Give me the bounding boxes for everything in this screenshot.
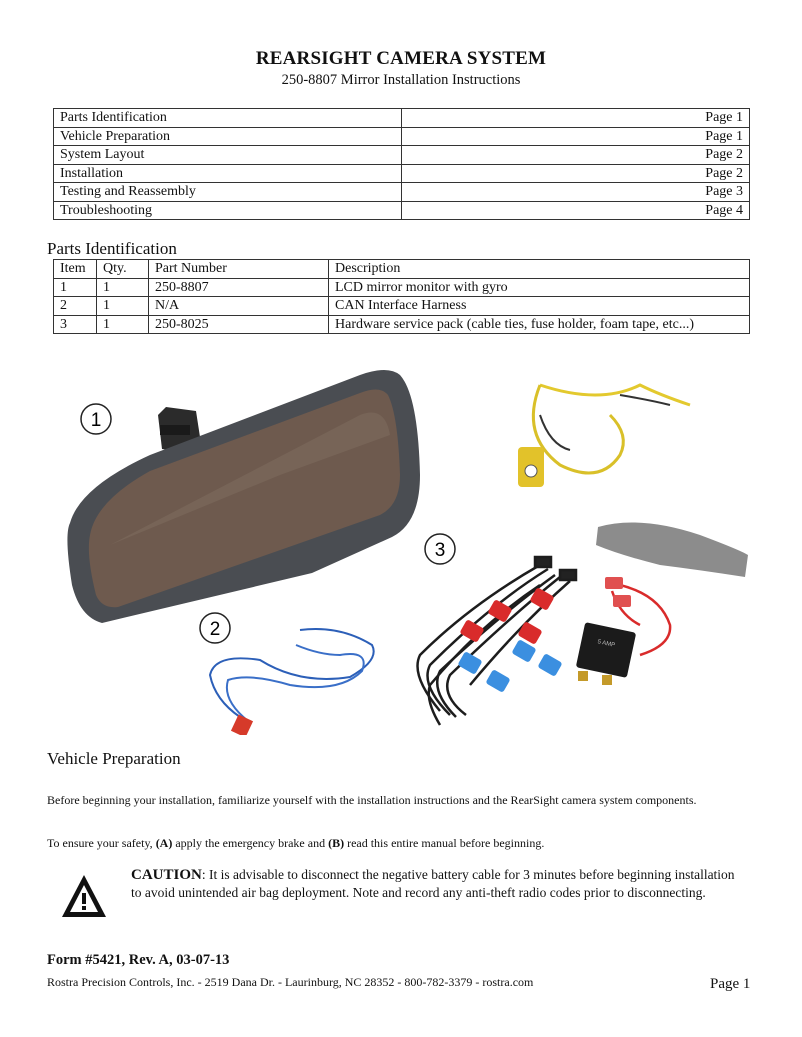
parts-cell: LCD mirror monitor with gyro (329, 278, 750, 297)
parts-cell: 250-8807 (149, 278, 329, 297)
toc-row (54, 127, 750, 146)
toc-row (54, 183, 750, 202)
toc-page: Page 3 (402, 183, 750, 202)
toc-page: Page 4 (402, 201, 750, 220)
parts-cell: 2 (54, 297, 97, 316)
table-row (54, 315, 750, 334)
cable-ties-illustration (418, 557, 577, 725)
can-harness-illustration (210, 629, 374, 735)
parts-cell: 1 (97, 315, 149, 334)
toc-page: Page 2 (402, 164, 750, 183)
toc-row (54, 146, 750, 165)
mirror-illustration (67, 370, 420, 623)
page-number: Page 1 (710, 976, 751, 992)
toc-section: Installation (54, 164, 402, 183)
table-row (54, 278, 750, 297)
parts-table (53, 259, 750, 334)
parts-identification-heading: Parts Identification (47, 239, 177, 258)
fuse-holder-illustration (576, 577, 670, 685)
photo-label-2: 2 (209, 619, 221, 640)
toc-row (54, 201, 750, 220)
toc-page: Page 1 (402, 109, 750, 128)
parts-cell: 1 (97, 278, 149, 297)
toc-page: Page 1 (402, 127, 750, 146)
toc-section: System Layout (54, 146, 402, 165)
fuse-label: 5 AMP (596, 639, 616, 649)
photo-label-3: 3 (434, 540, 446, 561)
toc-row (54, 109, 750, 128)
company-footer: Rostra Precision Controls, Inc. - 2519 Dana Dr. - Laurinburg, NC 28352 - 800-782-3379 - rostra.com (47, 975, 534, 989)
yellow-harness-illustration (518, 385, 690, 487)
vehicle-preparation-heading: Vehicle Preparation (47, 749, 181, 768)
parts-column-header: Description (329, 260, 750, 279)
document-title: REARSIGHT CAMERA SYSTEM (255, 48, 547, 69)
vehicle-prep-intro: Before beginning your installation, familiarize yourself with the installation instructions and the RearSight camera system components. (47, 793, 697, 807)
parts-photo (0, 355, 802, 735)
parts-column-header: Item (54, 260, 97, 279)
parts-cell: 250-8025 (149, 315, 329, 334)
document-subtitle: 250-8807 Mirror Installation Instructions (281, 72, 521, 88)
safety-b-label: (B) (328, 836, 345, 850)
safety-b-text: read this entire manual before beginning. (344, 836, 545, 850)
photo-label-1: 1 (90, 410, 102, 431)
toc-row (54, 164, 750, 183)
safety-a-text: apply the emergency brake and (172, 836, 329, 850)
toc-page: Page 2 (402, 146, 750, 165)
parts-header-row (54, 260, 750, 279)
toc-section: Testing and Reassembly (54, 183, 402, 202)
parts-cell: 3 (54, 315, 97, 334)
table-of-contents (53, 108, 750, 220)
toc-section: Troubleshooting (54, 201, 402, 220)
parts-column-header: Part Number (149, 260, 329, 279)
caution-note (131, 866, 741, 901)
caution-label: CAUTION (131, 867, 202, 883)
foam-tape-illustration (596, 523, 748, 578)
safety-instructions (47, 836, 747, 851)
parts-cell: N/A (149, 297, 329, 316)
safety-a-label: (A) (155, 836, 173, 850)
parts-cell: 1 (54, 278, 97, 297)
table-row (54, 297, 750, 316)
safety-prefix: To ensure your safety, (47, 836, 156, 850)
toc-section: Vehicle Preparation (54, 127, 402, 146)
parts-column-header: Qty. (97, 260, 149, 279)
parts-cell: CAN Interface Harness (329, 297, 750, 316)
warning-triangle-icon (60, 872, 108, 920)
toc-section: Parts Identification (54, 109, 402, 128)
caution-text: : It is advisable to disconnect the negative battery cable for 3 minutes before beginning installation to avoid unintended air bag deployment. Note and record any anti-theft radio codes prior to disconnecting. (131, 867, 735, 900)
parts-cell: 1 (97, 297, 149, 316)
form-number: Form #5421, Rev. A, 03-07-13 (47, 952, 230, 968)
parts-cell: Hardware service pack (cable ties, fuse holder, foam tape, etc...) (329, 315, 750, 334)
